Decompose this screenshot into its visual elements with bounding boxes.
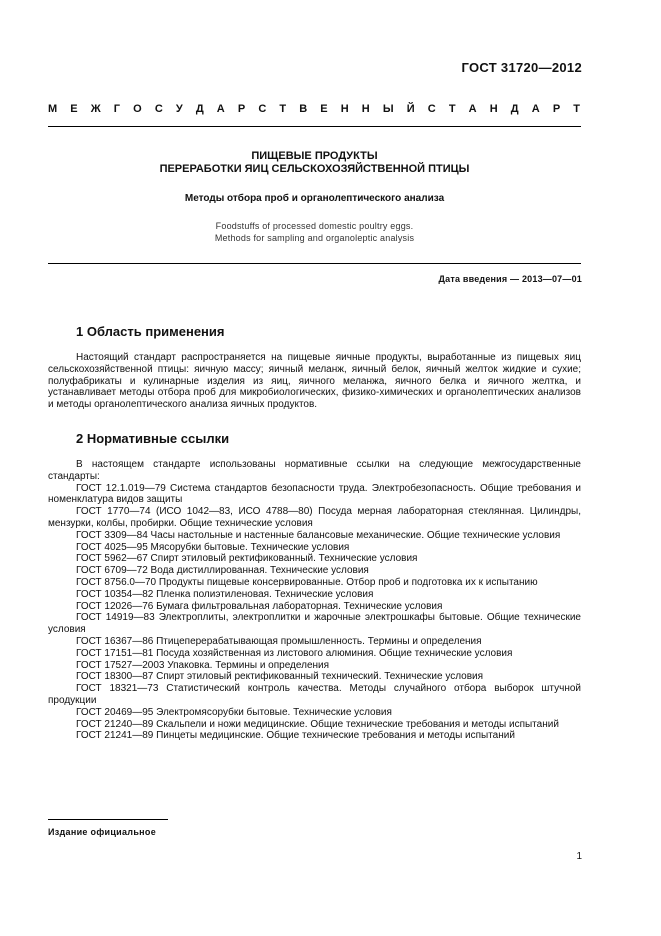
- section-1-body: Настоящий стандарт распространяется на пищевые яичные продукты, выработанные из пищевых яиц сельскохозяйственной птицы: яичную массу; яичный меланж, яичный белок, яичный желток жидкие и сухие; полуфабрикаты и кулинарные изделия из яиц, яичного меланжа, яичного белка и яичного желтка, и устанавливает методы отбора проб для микробиологических, физико-химических и органолептических анализов и методы органолептического анализа яичных продуктов.: [48, 352, 581, 411]
- footer-divider: [48, 819, 168, 820]
- reference-item: ГОСТ 20469—95 Электромясорубки бытовые. Технические условия: [76, 706, 392, 718]
- reference-item: ГОСТ 18300—87 Спирт этиловый ректификованный технический. Технические условия: [76, 671, 484, 683]
- standard-code: ГОСТ 31720—2012: [461, 60, 582, 75]
- english-title-line-2: Methods for sampling and organoleptic analysis: [214, 233, 415, 243]
- reference-item: ГОСТ 21241—89 Пинцеты медицинские. Общие технические требования и методы испытаний: [76, 730, 515, 742]
- reference-item: ГОСТ 17151—81 Посуда хозяйственная из листового алюминия. Общие технические условия: [76, 647, 513, 659]
- reference-item: ГОСТ 10354—82 Пленка полиэтиленовая. Технические условия: [76, 588, 374, 600]
- section-1-heading: 1 Область применения: [76, 324, 225, 339]
- document-title: [48, 150, 581, 176]
- reference-item: ГОСТ 12026—76 Бумага фильтровальная лабораторная. Технические условия: [76, 600, 443, 612]
- english-title-line-1: Foodstuffs of processed domestic poultry eggs.: [215, 221, 414, 231]
- reference-item: ГОСТ 18321—73 Статистический контроль качества. Методы случайного отбора выборок штучной продукции: [48, 683, 581, 706]
- section-2-heading: 2 Нормативные ссылки: [76, 431, 230, 446]
- reference-item: ГОСТ 1770—74 (ИСО 1042—83, ИСО 4788—80) Посуда мерная лабораторная стеклянная. Цилиндры, мензурки, колбы, пробирки. Общие технические условия: [48, 506, 581, 529]
- reference-item: ГОСТ 8756.0—70 Продукты пищевые консервированные. Отбор проб и подготовка их к испытанию: [76, 576, 538, 588]
- page-number: 1: [576, 851, 582, 862]
- reference-item: ГОСТ 14919—83 Электроплиты, электроплитки и жарочные электрошкафы бытовые. Общие технические условия: [48, 612, 581, 636]
- reference-item: ГОСТ 16367—86 Птицеперерабатывающая промышленность. Термины и определения: [76, 635, 482, 647]
- section-1-text: [48, 352, 581, 411]
- title-line-1: ПИЩЕВЫЕ ПРОДУКТЫ: [251, 150, 378, 162]
- interstate-standard-banner: М Е Ж Г О С У Д А Р С Т В Е Н Н Ы Й С Т А Н Д А Р Т: [48, 103, 580, 115]
- reference-item: ГОСТ 21240—89 Скальпели и ножи медицинские. Общие технические требования и методы испытаний: [76, 718, 559, 730]
- top-divider: [48, 126, 581, 127]
- middle-divider: [48, 263, 581, 264]
- document-subtitle: Методы отбора проб и органолептического анализа: [184, 193, 445, 204]
- normative-references: [48, 459, 581, 742]
- introduction-date: Дата введения — 2013—07—01: [438, 274, 582, 284]
- reference-item: ГОСТ 6709—72 Вода дистиллированная. Технические условия: [76, 565, 369, 577]
- official-edition-label: Издание официальное: [48, 827, 157, 837]
- reference-item: ГОСТ 4025—95 Мясорубки бытовые. Технические условия: [76, 541, 350, 553]
- reference-item: ГОСТ 3309—84 Часы настольные и настенные балансовые механические. Общие технические условия: [76, 529, 561, 541]
- english-title: [48, 220, 581, 244]
- reference-item: ГОСТ 17527—2003 Упаковка. Термины и определения: [76, 659, 330, 671]
- section-2-intro: В настоящем стандарте использованы нормативные ссылки на следующие межгосударственные стандарты:: [48, 459, 581, 482]
- title-line-2: ПЕРЕРАБОТКИ ЯИЦ СЕЛЬСКОХОЗЯЙСТВЕННОЙ ПТИЦЫ: [159, 163, 470, 175]
- reference-item: ГОСТ 12.1.019—79 Система стандартов безопасности труда. Электробезопасность. Общие требования и номенклатура видов защиты: [48, 482, 581, 506]
- reference-item: ГОСТ 5962—67 Спирт этиловый ректификованный. Технические условия: [76, 553, 418, 565]
